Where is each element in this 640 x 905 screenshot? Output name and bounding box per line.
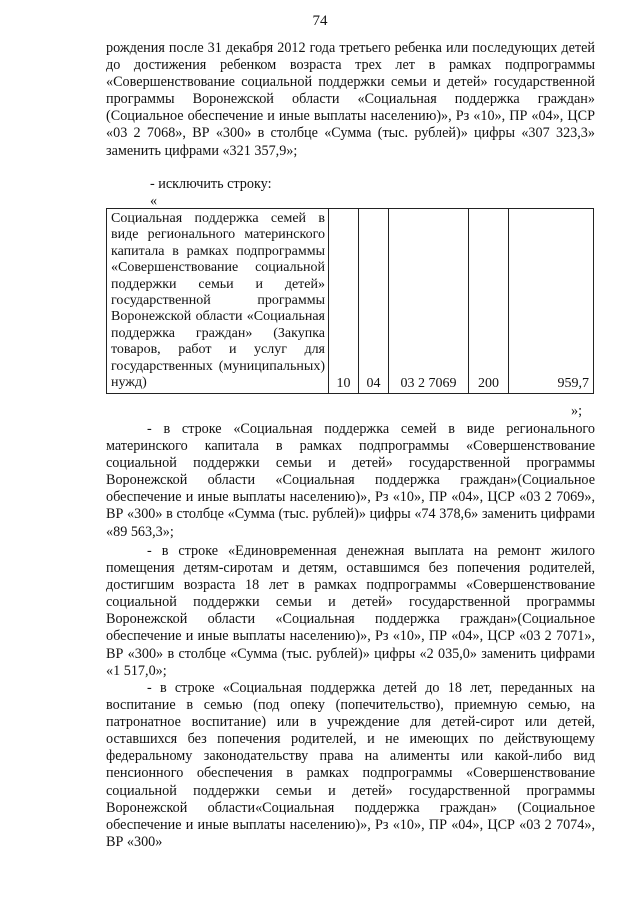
paragraph-5: - в строке «Социальная поддержка детей до 18 лет, переданных на воспитание в семью (под опеку (попечительство), приемную семью, на патронатное воспитание) или в учреждение для детей-сирот или детей, оставшихся без попечения родителей, и не имеющих по действующему федеральному законодательству права на алименты или какой-либо вид пенсионного обеспечения в рамках подпрограммы «Совершенствование социальной поддержки семьи и детей» государственной программы Воронежской области«Социальная поддержка граждан» (Социальное обеспечение и иные выплаты населению)», Рз «10», ПР «04», ЦСР «03 2 7074», ВР «300»	[106, 680, 595, 850]
quote-open: «	[150, 193, 158, 209]
paragraph-3: - в строке «Социальная поддержка семей в виде регионального материнского капитала в рамках подпрограммы «Совершенствование социальной поддержки семьи и детей» государственной программы Воронежской области «Социальная поддержка граждан»(Социальное обеспечение и иные выплаты населению)», Рз «10», ПР «04», ЦСР «03 2 7069», ВР «300» в столбце «Сумма (тыс. рублей)» цифры «74 378,6» заменить цифрами «89 563,3»;	[106, 421, 595, 540]
page-number: 74	[312, 13, 328, 29]
sum-cell: 959,7	[509, 209, 594, 394]
pr-cell: 04	[359, 209, 389, 394]
table-row	[107, 209, 594, 394]
rz-cell: 10	[329, 209, 359, 394]
row-name-cell: Социальная поддержка семей в виде регионального материнского капитала в рамках подпрограммы «Совершенствование социальной поддержки семьи и детей» государственной программы Воронежской области «Социальная поддержка граждан» (Закупка товаров, работ и услуг для государственных (муниципальных) нужд)	[107, 209, 329, 394]
paragraph-4: - в строке «Единовременная денежная выплата на ремонт жилого помещения детям-сиротам и детям, оставшимся без попечения родителей, достигшим возраста 18 лет в рамках подпрограммы «Совершенствование социальной поддержки семьи и детей» государственной программы Воронежской области «Социальная поддержка граждан»(Социальное обеспечение и иные выплаты населению)», Рз «10», ПР «04», ЦСР «03 2 7071», ВР «300» в столбце «Сумма (тыс. рублей)» цифры «2 035,0» заменить цифрами «1 517,0»;	[106, 543, 595, 679]
quote-close: »;	[571, 403, 583, 419]
paragraph-exclude-row: - исключить строку:	[150, 176, 272, 192]
vr-cell: 200	[469, 209, 509, 394]
excluded-row-table	[106, 208, 594, 394]
paragraph-1: рождения после 31 декабря 2012 года третьего ребенка или последующих детей до достижения ребенком возраста трех лет в рамках подпрограммы «Совершенствование социальной поддержки семьи и детей» государственной программы Воронежской области «Социальная поддержка граждан» (Социальное обеспечение и иные выплаты населению)», Рз «10», ПР «04», ЦСР «03 2 7068», ВР «300» в столбце «Сумма (тыс. рублей)» цифры «307 323,3» заменить цифрами «321 357,9»;	[106, 40, 595, 159]
csr-cell: 03 2 7069	[389, 209, 469, 394]
